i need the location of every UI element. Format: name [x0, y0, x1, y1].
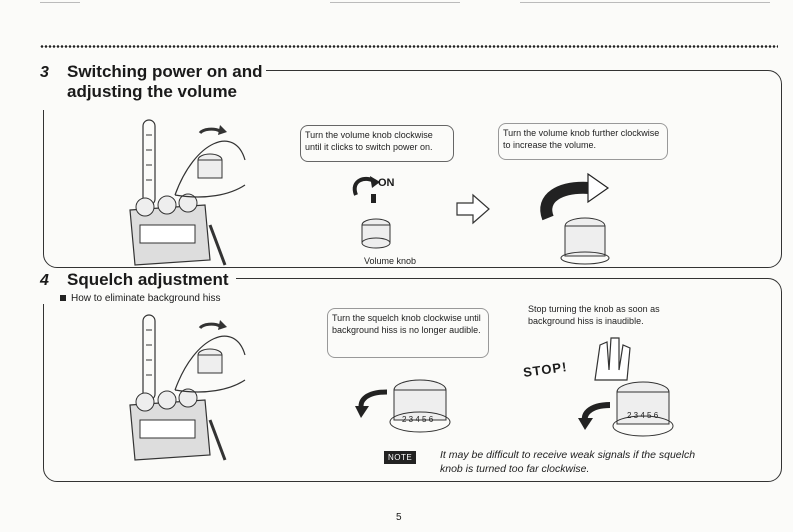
- note-text-line2: knob is turned too far clockwise.: [440, 463, 590, 475]
- volume-knob-turned-illustration: [540, 168, 620, 268]
- scan-line: [330, 2, 460, 3]
- squelch-knob-illustration: [355, 372, 465, 442]
- dotted-rule: [40, 44, 778, 49]
- radio-illustration: [115, 310, 245, 460]
- callout-power-on: Turn the volume knob clockwise until it clicks to switch power on.: [300, 125, 454, 162]
- section-4-number: 4: [40, 272, 49, 289]
- knob-scale: 2 3 4 5 6: [402, 415, 434, 424]
- page-number: 5: [396, 512, 402, 523]
- section-3-title-line2: adjusting the volume: [67, 82, 238, 101]
- note-badge: NOTE: [384, 451, 416, 464]
- note-text-line1: It may be difficult to receive weak signals if the squelch: [440, 449, 696, 461]
- bullet-icon: [60, 295, 66, 301]
- callout-turn-squelch: Turn the squelch knob clockwise until background hiss is no longer audible.: [327, 308, 489, 358]
- section-3-title-line1: Switching power on and: [67, 62, 263, 81]
- on-label: ON: [378, 177, 395, 189]
- section-4-subtitle: [60, 293, 221, 304]
- next-step-arrow-icon: [455, 193, 491, 225]
- scan-line: [40, 2, 80, 3]
- callout-increase-volume: Turn the volume knob further clockwise to increase the volume.: [498, 123, 668, 160]
- knob-scale: 2 3 4 5 6: [627, 411, 659, 420]
- radio-illustration: [115, 115, 245, 265]
- scan-line: [520, 2, 770, 3]
- stop-label: STOP!: [522, 358, 569, 381]
- subtitle-text: How to eliminate background hiss: [71, 293, 221, 304]
- hand-on-knob-illustration: [575, 330, 685, 445]
- section-3-number: 3: [40, 64, 49, 81]
- callout-stop-turning: Stop turning the knob as soon as background hiss is inaudible.: [528, 304, 660, 326]
- volume-knob-label: Volume knob: [364, 256, 417, 266]
- section-4-title: Squelch adjustment: [67, 270, 229, 289]
